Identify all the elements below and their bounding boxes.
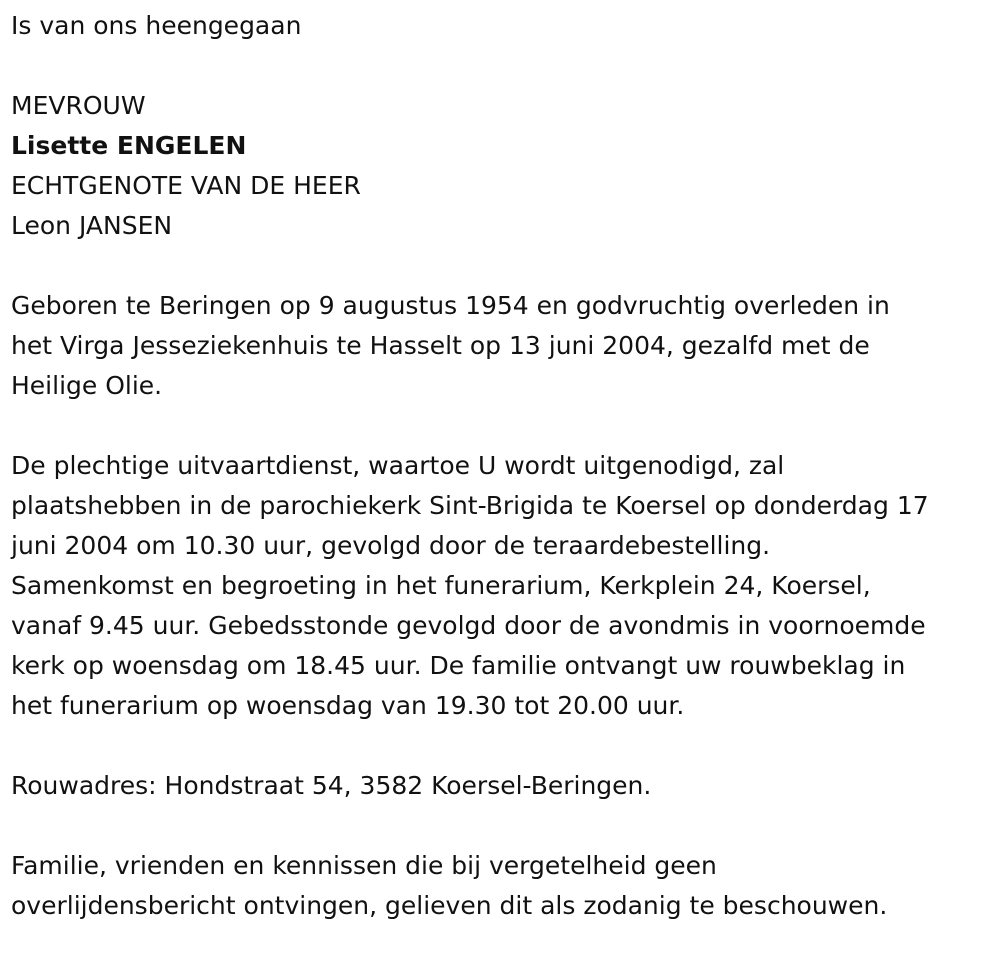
text-line: overlijdensbericht ontvingen, gelieven dit als zodanig te beschouwen. — [11, 891, 888, 920]
spacer — [11, 246, 990, 286]
title-line: MEVROUW — [11, 91, 146, 120]
text-line: juni 2004 om 10.30 uur, gevolgd door de teraardebestelling. — [11, 531, 771, 560]
spouse-name: Leon JANSEN — [11, 211, 173, 240]
text-line: kerk op woensdag om 18.45 uur. De familie ontvangt uw rouwbeklag in — [11, 651, 906, 680]
text-line: Familie, vrienden en kennissen die bij vergetelheid geen — [11, 851, 717, 880]
text-line: Heilige Olie. — [11, 371, 163, 400]
text-line: het funerarium op woensdag van 19.30 tot 20.00 uur. — [11, 691, 685, 720]
text-line: De plechtige uitvaartdienst, waartoe U wordt uitgenodigd, zal — [11, 451, 785, 480]
text-line: plaatshebben in de parochiekerk Sint-Brigida te Koersel op donderdag 17 — [11, 491, 929, 520]
closing-paragraph — [11, 846, 990, 926]
text-line: Samenkomst en begroeting in het funerarium, Kerkplein 24, Koersel, — [11, 571, 871, 600]
spouse-label: ECHTGENOTE VAN DE HEER — [11, 171, 361, 200]
birth-paragraph — [11, 286, 990, 406]
address-line: Rouwadres: Hondstraat 54, 3582 Koersel-Beringen. — [11, 771, 652, 800]
text-line: het Virga Jesseziekenhuis te Hasselt op 13 juni 2004, gezalfd met de — [11, 331, 870, 360]
spacer — [11, 46, 990, 86]
text-line: vanaf 9.45 uur. Gebedsstonde gevolgd door de avondmis in voornoemde — [11, 611, 926, 640]
text-line: Geboren te Beringen op 9 augustus 1954 en godvruchtig overleden in — [11, 291, 890, 320]
spacer — [11, 726, 990, 766]
spacer — [11, 406, 990, 446]
intro-line: Is van ons heengegaan — [11, 11, 302, 40]
deceased-name: Lisette ENGELEN — [11, 131, 247, 160]
service-paragraph — [11, 446, 990, 726]
spacer — [11, 806, 990, 846]
